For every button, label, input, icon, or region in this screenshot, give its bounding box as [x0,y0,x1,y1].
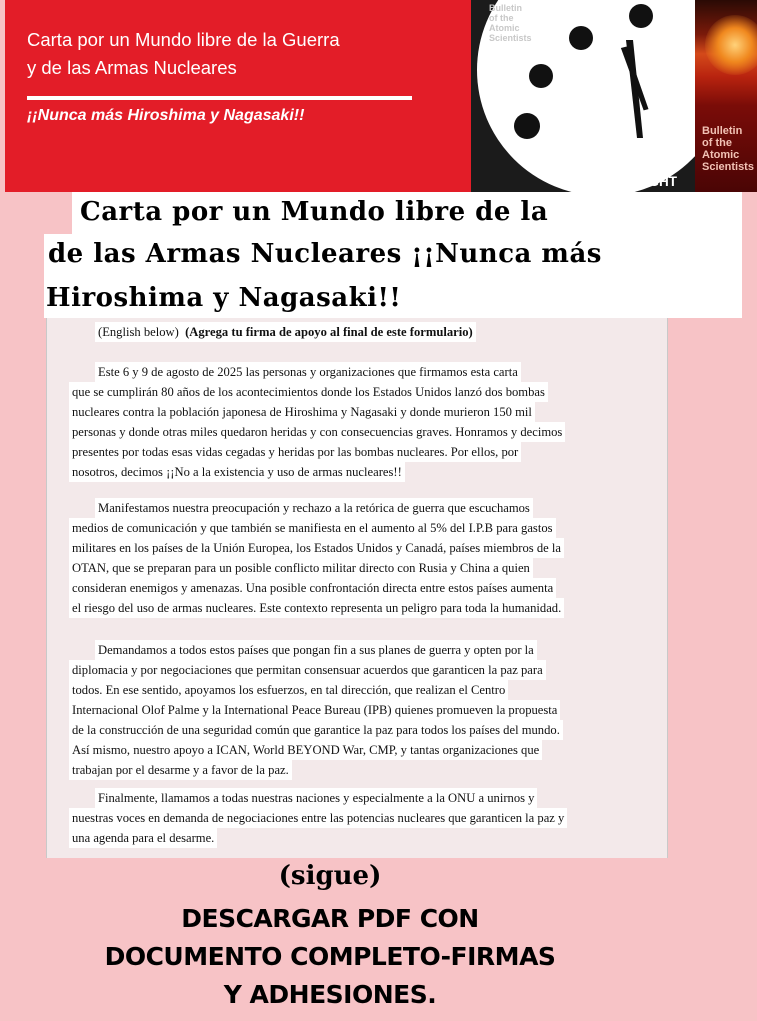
paragraph-1-line: presentes por todas esas vidas cegadas y heridas por las bombas nucleares. Por ellos, por [69,442,521,462]
paragraph-4-line: una agenda para el desarme. [69,828,217,848]
download-line-1[interactable]: DESCARGAR PDF CON [181,904,479,933]
paragraph-4-line: nuestras voces en demanda de negociaciones entre las potencias nucleares que garanticen la paz y [69,808,567,828]
download-line-2[interactable]: DOCUMENTO COMPLETO-FIRMAS [104,942,556,971]
letter-document [46,318,668,858]
banner-title-line-1: Carta por un Mundo libre de la Guerra [27,29,340,50]
fireball-icon [705,15,757,75]
continues-label: (sigue) [278,861,382,891]
page-title-line-3: Hiroshima y Nagasaki!! [44,278,742,318]
banner-title [27,26,447,82]
clock-caption-line-2: TO MIDNIGHT [588,174,677,189]
page-title-line-1: Carta por un Mundo libre de la [72,192,742,234]
paragraph-2-line: consideran enemigos y amenazas. Una posible confrontación directa entre estos países aumenta [69,578,556,598]
banner-title-line-2: y de las Armas Nucleares [27,57,237,78]
paragraph-2-line: OTAN, que se preparan para un posible conflicto militar directo con Rusia y China a quien [69,558,533,578]
paragraph-1-line: nosotros, decimos ¡¡No a la existencia y uso de armas nucleares!! [69,462,405,482]
paragraph-3-line: Así mismo, nuestro apoyo a ICAN, World BEYOND War, CMP, y tantas organizaciones que [69,740,542,760]
paragraph-3-line: todos. En ese sentido, apoyamos los esfuerzos, en tal dirección, que realizan el Centro [69,680,508,700]
paragraph-1-line: que se cumplirán 80 años de los acontecimientos donde los Estados Unidos lanzó dos bombas [69,382,548,402]
intro-line [95,322,476,342]
paragraph-1-line: personas y donde otras miles quedaron heridas y con consecuencias graves. Honramos y decimos [69,422,565,442]
paragraph-1-line: Este 6 y 9 de agosto de 2025 las personas y organizaciones que firmamos esta carta [95,362,521,382]
paragraph-3-line: trabajan por el desarme y a favor de la paz. [69,760,292,780]
paragraph-3-line: de la construcción de una seguridad común que garantice la paz para todos los países del mundo. [69,720,563,740]
page-title-line-2: de las Armas Nucleares ¡¡Nunca más [44,234,742,278]
bulletin-watermark: Bulletin of the Atomic Scientists [489,3,532,43]
paragraph-3-line: diplomacia y por negociaciones que permitan consensuar acuerdos que garanticen la paz para [69,660,546,680]
clock-caption [497,156,677,190]
download-pdf-link[interactable] [0,900,660,1014]
banner-slogan: ¡¡Nunca más Hiroshima y Nagasaki!! [27,107,305,124]
banner-divider [27,96,412,100]
explosion-image [695,0,757,192]
paragraph-4-line: Finalmente, llamamos a todas nuestras naciones y especialmente a la ONU a unirnos y [95,788,537,808]
bulletin-label: Bulletin of the Atomic Scientists [702,125,754,173]
download-line-3[interactable]: Y ADHESIONES. [223,980,437,1009]
english-note: (English below) [98,325,179,339]
paragraph-2-line: medios de comunicación y que también se manifiesta en el aumento al 5% del I.P.B para gastos [69,518,556,538]
header-banner [5,0,757,192]
paragraph-2-line: militares en los países de la Unión Europea, los Estados Unidos y Canadá, países miembros de la [69,538,564,558]
sign-note: (Agrega tu firma de apoyo al final de este formulario) [185,325,473,339]
doomsday-clock-image [471,0,695,192]
paragraph-1-line: nucleares contra la población japonesa de Hiroshima y Nagasaki y donde murieron 150 mil [69,402,535,422]
paragraph-3-line: Internacional Olof Palme y la International Peace Bureau (IPB) quienes promueven la propuesta [69,700,560,720]
paragraph-2-line: Manifestamos nuestra preocupación y rechazo a la retórica de guerra que escuchamos [95,498,533,518]
clock-caption-line-1: IT IS 90 SECONDS [559,157,677,172]
paragraph-2-line: el riesgo del uso de armas nucleares. Este contexto representa un peligro para toda la humanidad. [69,598,564,618]
paragraph-3-line: Demandamos a todos estos países que pongan fin a sus planes de guerra y opten por la [95,640,537,660]
